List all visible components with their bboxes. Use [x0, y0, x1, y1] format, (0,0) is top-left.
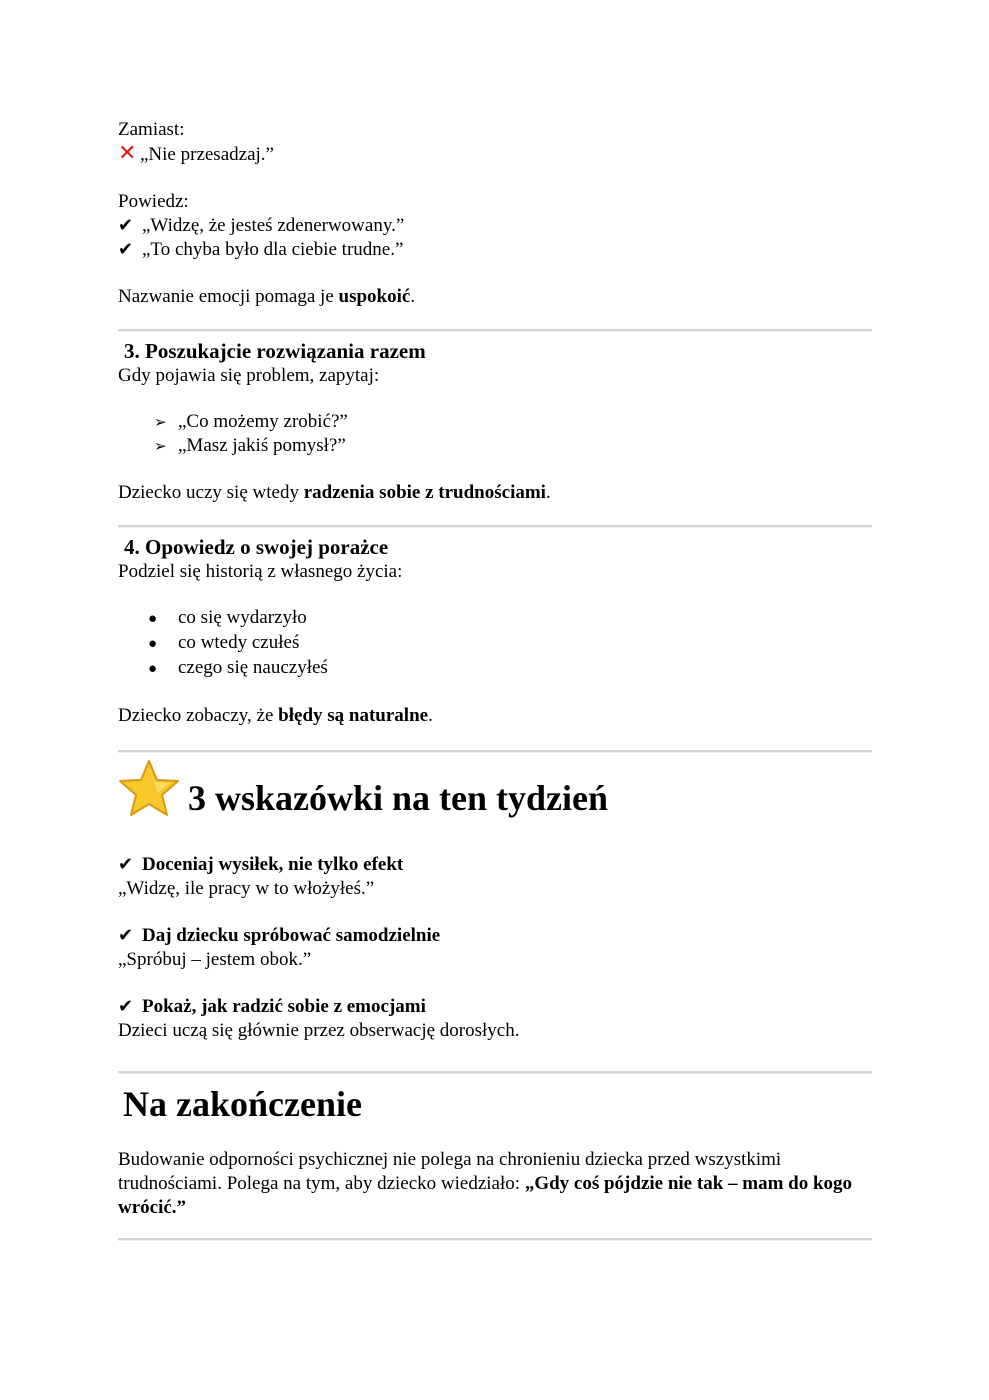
- divider: [118, 329, 872, 332]
- tip-2-text: „Spróbuj – jestem obok.”: [118, 949, 312, 970]
- tip-3-text: Dzieci uczą się głównie przez obserwację dorosłych.: [118, 1020, 520, 1041]
- tip-2-title: ✔ Daj dziecku spróbować samodzielnie: [118, 925, 441, 946]
- ending-paragraph: Budowanie odporności psychicznej nie polega na chronieniu dziecka przed wszystkimi trudnościami. Polega na tym, aby dziecko wiedziało: „Gdy coś pójdzie nie tak – mam do kogo wrócić.”: [118, 1149, 853, 1218]
- list-item: ● co wtedy czułeś: [148, 631, 872, 656]
- list-item: ➢ „Co możemy zrobić?”: [154, 411, 348, 432]
- say-label: Powiedz:: [118, 191, 189, 212]
- section3-list: [118, 410, 872, 458]
- arrow-bullet-icon: ➢: [154, 437, 167, 455]
- check-mark-icon: ✔: [118, 996, 134, 1017]
- divider: [118, 525, 872, 528]
- section3-lead: Gdy pojawia się problem, zapytaj:: [118, 365, 380, 386]
- document-page: [118, 118, 872, 1247]
- ending-title: Na zakończenie: [123, 1084, 362, 1124]
- wrong-example: „Nie przesadzaj.”: [140, 144, 274, 165]
- right-example-2: ✔ „To chyba było dla ciebie trudne.”: [118, 239, 404, 260]
- wrong-example-line: [118, 142, 872, 167]
- section3-conclusion: Dziecko uczy się wtedy radzenia sobie z trudnościami.: [118, 482, 551, 503]
- arrow-bullet-icon: ➢: [154, 413, 167, 431]
- naming-paragraph: Nazwanie emocji pomaga je uspokoić.: [118, 286, 416, 307]
- tip-3-title: ✔ Pokaż, jak radzić sobie z emocjami: [118, 996, 426, 1017]
- check-mark-icon: ✔: [118, 925, 134, 946]
- right-example-1: ✔ „Widzę, że jesteś zdenerwowany.”: [118, 215, 405, 236]
- cross-mark-icon: ✕: [118, 141, 137, 166]
- bullet-icon: ●: [148, 611, 158, 627]
- list-item: ● co się wydarzyło: [148, 606, 872, 631]
- section4-title: 4. Opowiedz o swojej porażce: [124, 535, 389, 559]
- divider: [118, 1238, 872, 1241]
- star-icon: [118, 759, 180, 824]
- tip-1-title: ✔ Doceniaj wysiłek, nie tylko efekt: [118, 854, 404, 875]
- section4-list: [118, 606, 872, 681]
- section4-conclusion: Dziecko zobaczy, że błędy są naturalne.: [118, 705, 433, 726]
- check-mark-icon: ✔: [118, 215, 134, 236]
- section4-lead: Podziel się historią z własnego życia:: [118, 561, 403, 582]
- naming-bold: uspokoić: [338, 286, 411, 307]
- divider: [118, 1071, 872, 1074]
- divider: [118, 750, 872, 753]
- tip-1-text: „Widzę, ile pracy w to włożyłeś.”: [118, 878, 375, 899]
- bullet-icon: ●: [148, 661, 158, 677]
- list-item: ● czego się nauczyłeś: [148, 656, 872, 681]
- section3-title: 3. Poszukajcie rozwiązania razem: [124, 339, 426, 363]
- ending-bold: „Gdy coś pójdzie nie tak – mam do kogo wrócić.”: [118, 1173, 853, 1218]
- tips-heading: [118, 759, 872, 823]
- instead-label: Zamiast:: [118, 119, 185, 140]
- check-mark-icon: ✔: [118, 854, 134, 875]
- tips-title: 3 wskazówki na ten tydzień: [188, 778, 609, 818]
- list-item: ➢ „Masz jakiś pomysł?”: [154, 435, 346, 456]
- bullet-icon: ●: [148, 636, 158, 652]
- check-mark-icon: ✔: [118, 239, 134, 260]
